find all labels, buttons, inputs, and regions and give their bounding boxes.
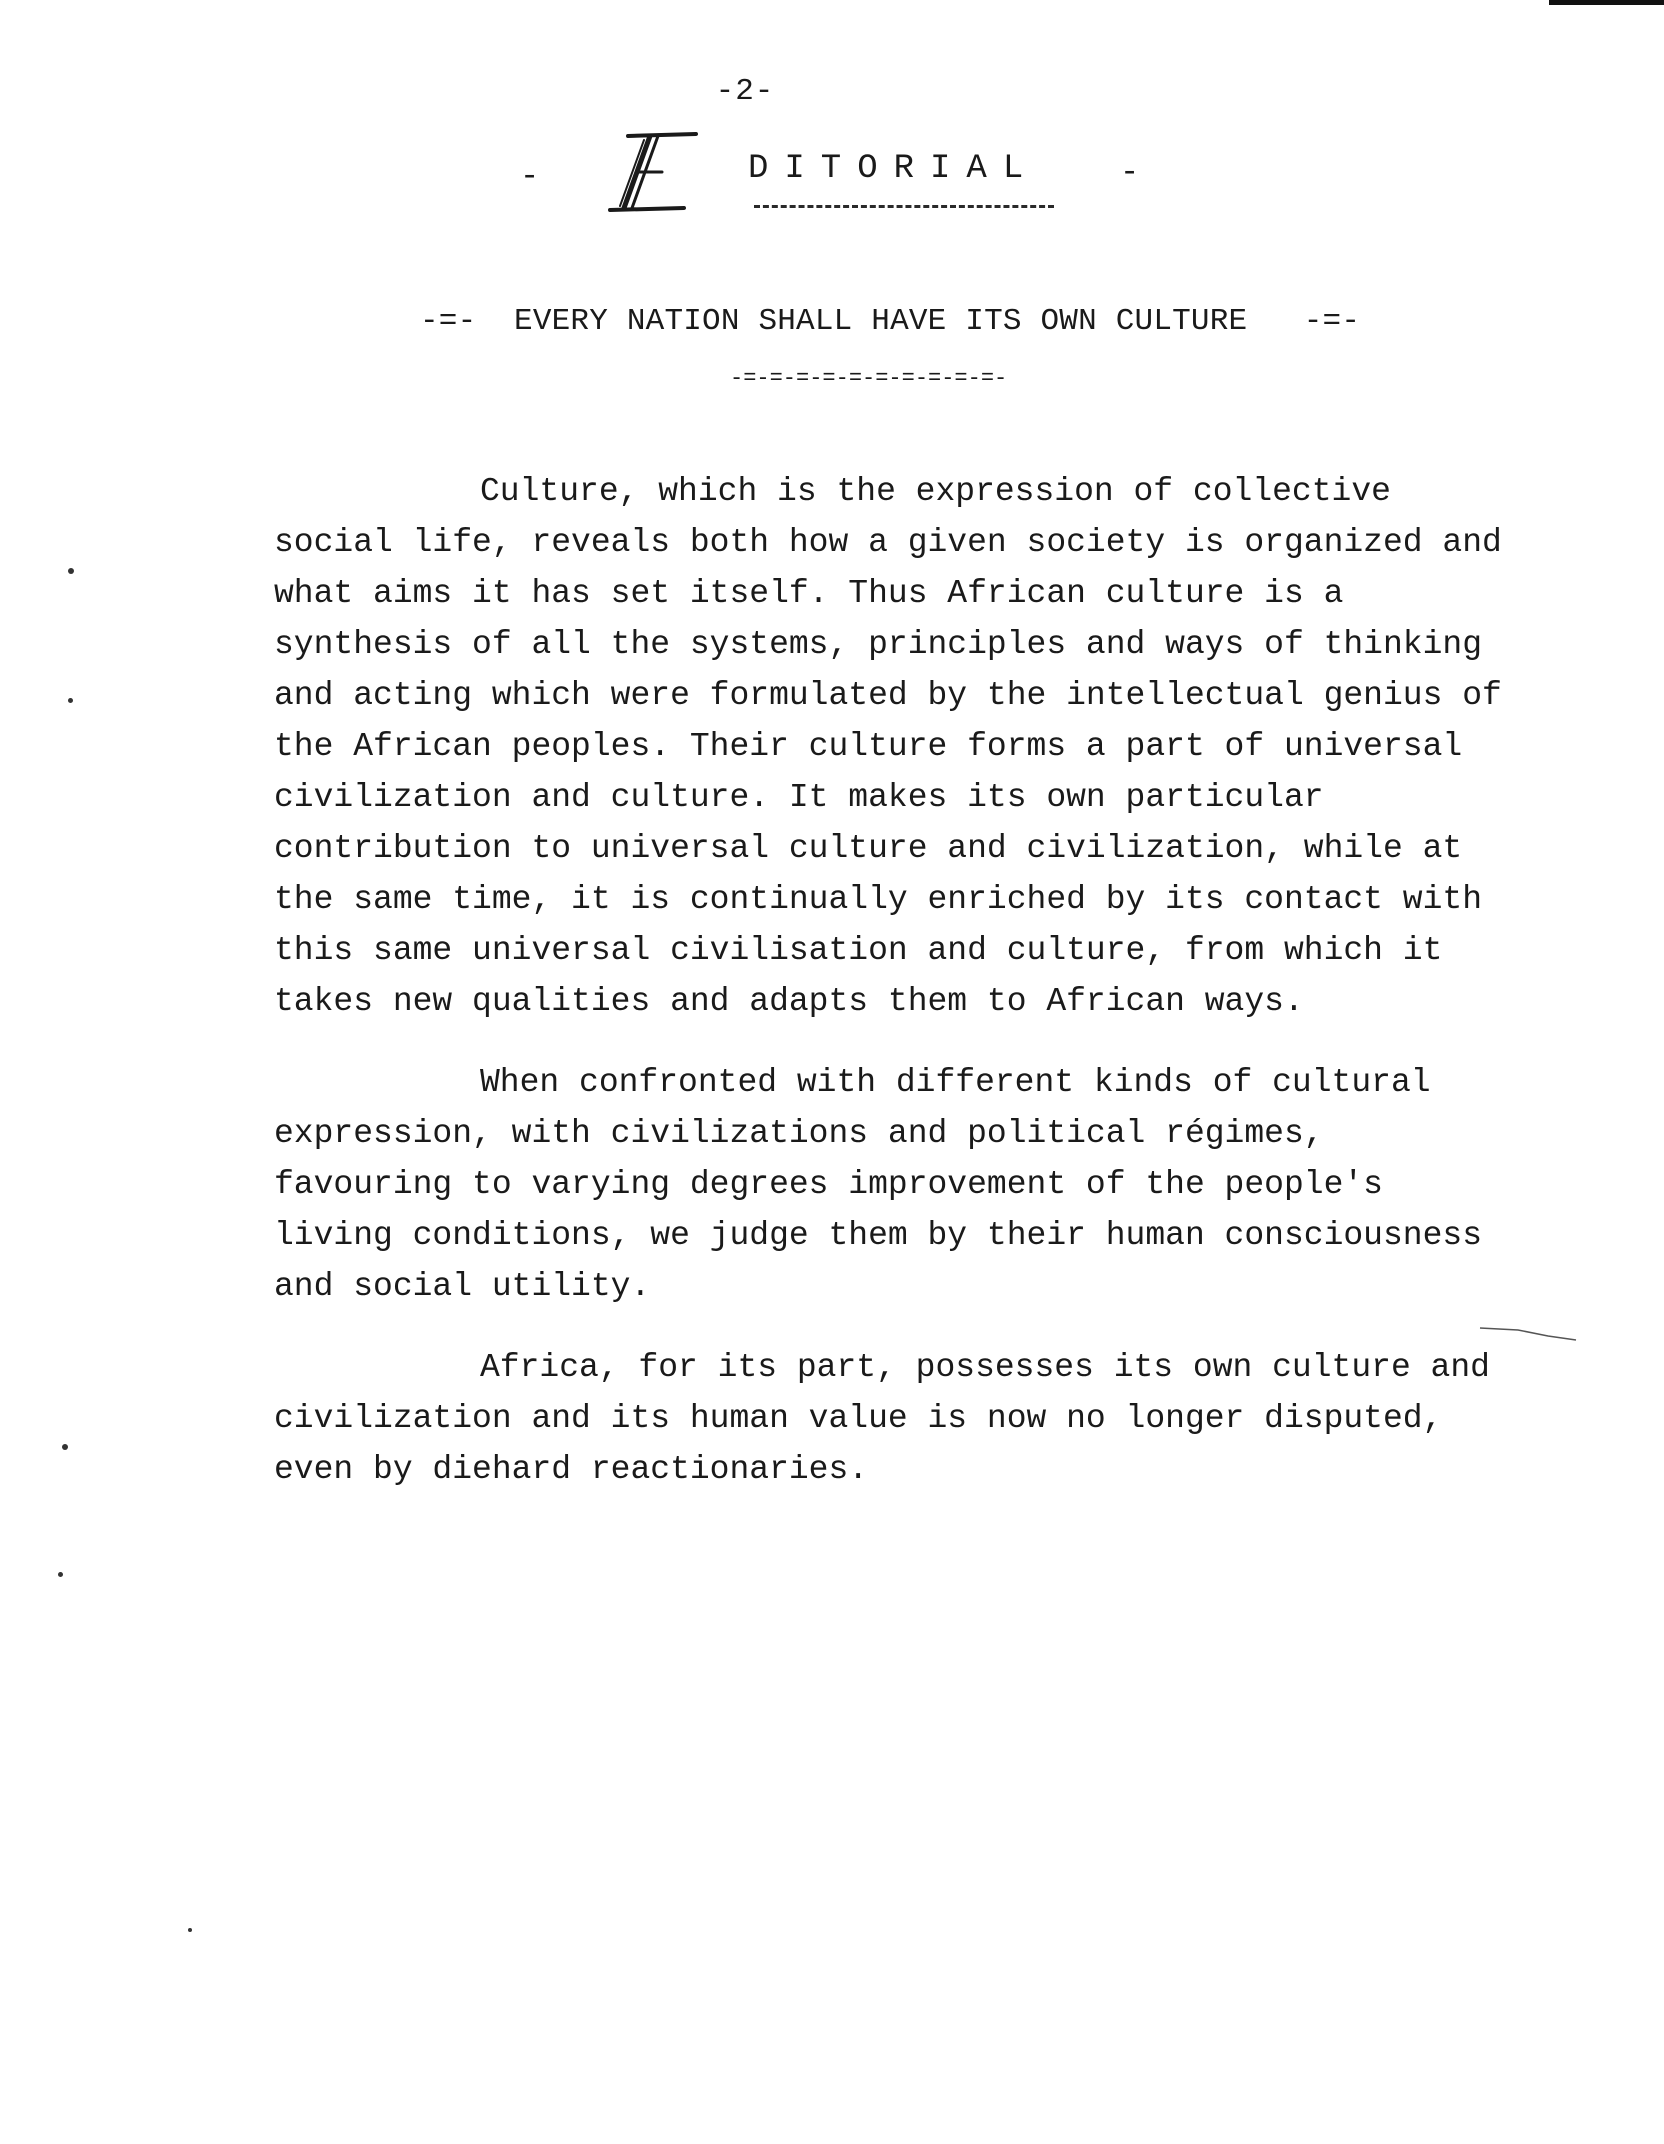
paragraph-1: Culture, which is the expression of collective social life, reveals both how a given society is organized and what aims it has set itself. Thus African culture is a synthesis of all the systems, principles and ways of thinking and acting which were formulated by the intellectual genius of the African peoples. Their culture forms a part of universal civilization and culture. It makes its own particular contribution to universal culture and civilization, while at the same time, it is continually enriched by its contact with this same universal civilisation and culture, from which it takes new qualities and adapts them to African ways. [274,473,1502,1020]
headline-text: DITORIAL [748,150,1040,188]
article-subheading: -=- EVERY NATION SHALL HAVE ITS OWN CULTURE -=- [420,304,1361,339]
paragraph-3: Africa, for its part, possesses its own culture and civilization and its human value is now no longer disputed, even by diehard reactionaries. [274,1349,1490,1488]
scan-speck [62,1444,68,1450]
editorial-headline [520,128,1160,228]
paragraph-2: When confronted with different kinds of cultural expression, with civilizations and political régimes, favouring to varying degrees improvement of the people's living conditions, we judge them by their human consciousness and social utility. [274,1064,1482,1305]
page-number: -2- [715,74,775,109]
headline-right-dash: - [1120,154,1140,191]
headline-left-dash: - [520,158,540,195]
scan-speck [188,1928,192,1932]
subheading-rule: -=-=-=-=-=-=-=-=-=-=- [730,366,1008,391]
scan-speck [68,568,74,574]
article-body [274,466,1514,1525]
decorated-initial-e [600,128,720,218]
scan-speck [68,698,73,703]
scan-edge-mark [1549,0,1664,5]
scan-squiggle [1478,1322,1578,1346]
scan-speck [58,1572,63,1577]
headline-underline [754,205,1054,208]
